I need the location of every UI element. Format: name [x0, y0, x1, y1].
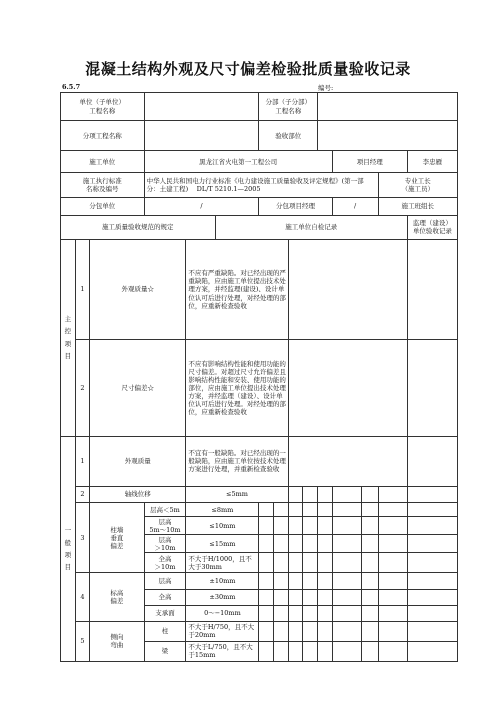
general-item-no: 2 [75, 487, 90, 503]
supervisor-cell[interactable] [407, 589, 457, 605]
foreman-label: 专业工长 （施工员） [378, 173, 457, 197]
measure-cell[interactable] [378, 487, 407, 503]
condition-cell: 梁 [144, 641, 186, 661]
condition-cell: 层高 5m～10m [144, 517, 186, 535]
measure-cell[interactable] [259, 573, 274, 589]
condition-cell: 层高＜5m [144, 503, 186, 517]
measure-cell[interactable] [274, 573, 289, 589]
main-item-no: 2 [75, 340, 90, 437]
condition-cell: 柱 [144, 621, 186, 641]
measure-cell[interactable] [317, 517, 332, 535]
project-manager-label: 项目经理 [332, 151, 407, 173]
measure-cell[interactable] [361, 605, 378, 621]
tolerance-value: 不大于L/750，且不大于15mm [186, 641, 259, 661]
measure-cell[interactable] [361, 553, 378, 573]
measure-cell[interactable] [317, 589, 332, 605]
measure-cell[interactable] [317, 487, 332, 503]
measure-cell[interactable] [288, 517, 303, 535]
measure-cell[interactable] [332, 641, 361, 661]
measure-cell[interactable] [361, 621, 378, 641]
spec-column-header: 施工质量验收规范的规定 [61, 215, 216, 239]
subunit-name-label: 分部（子分部） 工程名称 [259, 93, 318, 121]
measure-cell[interactable] [303, 589, 318, 605]
measure-cell[interactable] [378, 553, 407, 573]
tolerance-value: ≤15mm [186, 535, 259, 553]
condition-cell: 支承面 [144, 605, 186, 621]
tolerance-value: ≤8mm [186, 503, 259, 517]
self-check-cell[interactable] [288, 436, 407, 486]
supervisor-cell[interactable] [407, 553, 457, 573]
measure-cell[interactable] [378, 589, 407, 605]
standard-label: 施工执行标准 名称及编号 [61, 173, 145, 197]
measure-cell[interactable] [274, 535, 289, 553]
supervisor-cell[interactable] [407, 517, 457, 535]
accept-part-label: 验收部位 [259, 121, 318, 151]
measure-cell[interactable] [332, 503, 361, 517]
measure-cell[interactable] [361, 487, 378, 503]
tolerance-value: 不大于H/1000，且不大于30mm [186, 553, 259, 573]
acceptance-record-table [60, 92, 458, 662]
measure-cell[interactable] [288, 487, 303, 503]
sub-pm-value: / [332, 197, 378, 215]
unit-name-label: 单位（子单位） 工程名称 [61, 93, 145, 121]
main-control-group-label: 主 控 项 目 [61, 239, 76, 436]
condition-cell: 层高 ＞10m [144, 535, 186, 553]
measure-cell[interactable] [288, 641, 303, 661]
measure-cell[interactable] [332, 589, 361, 605]
main-item-name: 外观质量☆ [90, 239, 186, 340]
measure-cell[interactable] [274, 503, 289, 517]
main-item-no: 1 [75, 239, 90, 340]
measure-cell[interactable] [274, 641, 289, 661]
measure-cell[interactable] [378, 503, 407, 517]
measure-cell[interactable] [303, 621, 318, 641]
number-label: 编号: [318, 84, 334, 92]
unit-name-value[interactable] [144, 93, 259, 121]
general-group-label: 一 般 项 目 [61, 436, 76, 661]
supervisor-cell[interactable] [407, 573, 457, 589]
measure-cell[interactable] [303, 573, 318, 589]
subitem-name-label: 分项工程名称 [61, 121, 145, 151]
measure-cell[interactable] [259, 641, 274, 661]
measure-cell[interactable] [288, 553, 303, 573]
measure-cell[interactable] [317, 535, 332, 553]
measure-cell[interactable] [303, 503, 318, 517]
condition-cell: 层高 [144, 573, 186, 589]
tolerance-value: 0～−10mm [186, 605, 259, 621]
constructor-value: 黑龙江省火电第一工程公司 [144, 151, 332, 173]
condition-cell: 全高 [144, 589, 186, 605]
measure-cell[interactable] [332, 605, 361, 621]
measure-cell[interactable] [378, 535, 407, 553]
supervisor-cell[interactable] [407, 503, 457, 517]
general-item-no: 5 [75, 621, 90, 661]
measure-cell[interactable] [259, 589, 274, 605]
measure-cell[interactable] [303, 487, 318, 503]
measure-cell[interactable] [317, 573, 332, 589]
measure-cell[interactable] [303, 535, 318, 553]
measure-cell[interactable] [288, 589, 303, 605]
constructor-label: 施工单位 [61, 151, 145, 173]
supervisor-cell[interactable] [407, 239, 457, 340]
measure-cell[interactable] [303, 605, 318, 621]
accept-part-value[interactable] [317, 121, 457, 151]
main-item-name: 尺寸偏差☆ [90, 340, 186, 437]
subcontractor-value: / [144, 197, 259, 215]
measure-cell[interactable] [274, 517, 289, 535]
general-item-name: 标高 偏差 [90, 573, 144, 621]
measure-cell[interactable] [274, 621, 289, 641]
measure-cell[interactable] [288, 503, 303, 517]
form-code: 6.5.7 [62, 83, 81, 91]
general-item-no: 4 [75, 573, 90, 621]
measure-cell[interactable] [361, 641, 378, 661]
tolerance-value: ≤5mm [186, 487, 288, 503]
measure-cell[interactable] [317, 503, 332, 517]
self-check-cell[interactable] [288, 340, 407, 437]
measure-cell[interactable] [378, 605, 407, 621]
tolerance-value: ±30mm [186, 589, 259, 605]
measure-cell[interactable] [378, 573, 407, 589]
measure-cell[interactable] [361, 503, 378, 517]
measure-cell[interactable] [259, 605, 274, 621]
supervisor-cell[interactable] [407, 621, 457, 641]
measure-cell[interactable] [303, 517, 318, 535]
main-item-desc: 不应有严重缺陷。对已经出现的严重缺陷，应由施工单位提出技术处理方案，并经监理(建设)、设计单位认可后进行处理，对经处理的部位，应重新检查验收 [186, 239, 288, 340]
tolerance-value: ±10mm [186, 573, 259, 589]
measure-cell[interactable] [361, 535, 378, 553]
measure-cell[interactable] [288, 605, 303, 621]
supervisor-cell[interactable] [407, 436, 457, 486]
supervisor-cell[interactable] [407, 605, 457, 621]
condition-cell: 全高 ＞10m [144, 553, 186, 573]
measure-cell[interactable] [259, 517, 274, 535]
measure-cell[interactable] [303, 641, 318, 661]
measure-cell[interactable] [332, 553, 361, 573]
measure-cell[interactable] [259, 621, 274, 641]
team-leader-label: 施工班组长 [378, 197, 457, 215]
general-item-no: 1 [75, 436, 90, 486]
measure-cell[interactable] [378, 517, 407, 535]
general-item-desc: 不宜有一般缺陷。对已经出现的一般缺陷，应由施工单位按技术处理方案进行处理，并重新检查验收 [186, 436, 288, 486]
measure-cell[interactable] [317, 553, 332, 573]
subunit-name-value[interactable] [317, 93, 457, 121]
sub-pm-label: 分包项目经理 [259, 197, 332, 215]
measure-cell[interactable] [317, 605, 332, 621]
measure-cell[interactable] [274, 605, 289, 621]
measure-cell[interactable] [317, 621, 332, 641]
general-item-name: 柱墙 垂直 偏差 [90, 503, 144, 573]
self-check-column-header: 施工单位自检记录 [215, 215, 407, 239]
measure-cell[interactable] [288, 621, 303, 641]
standard-value: 中华人民共和国电力行业标准《电力建设施工质量验收及评定规程》(第一部分：土建工程) DL/T 5210.1—2005 [144, 173, 378, 197]
measure-cell[interactable] [361, 573, 378, 589]
measure-cell[interactable] [259, 553, 274, 573]
self-check-cell[interactable] [288, 239, 407, 340]
measure-cell[interactable] [332, 517, 361, 535]
general-item-name: 外观质量 [90, 436, 186, 486]
supervisor-cell[interactable] [407, 487, 457, 503]
measure-cell[interactable] [332, 535, 361, 553]
measure-cell[interactable] [288, 573, 303, 589]
tolerance-value: ≤10mm [186, 517, 259, 535]
page-title: 混凝土结构外观及尺寸偏差检验批质量验收记录 [85, 60, 411, 78]
measure-cell[interactable] [274, 553, 289, 573]
measure-cell[interactable] [361, 517, 378, 535]
general-item-name: 侧向 弯曲 [90, 621, 144, 661]
measure-cell[interactable] [274, 589, 289, 605]
measure-cell[interactable] [288, 535, 303, 553]
general-item-no: 3 [75, 503, 90, 573]
tolerance-value: 不大于H/750，且不大于20mm [186, 621, 259, 641]
project-manager-value: 李忠雁 [407, 151, 457, 173]
main-item-desc: 不应有影响结构性能和使用功能的尺寸偏差。对超过尺寸允许偏差且影响结构性能和安装、使用功能的部位，应由施工单位提出技术处理方案，并经监理（建设）、设计单位认可后进行处理。对经处理的部位，应重新检查验收 [186, 340, 288, 437]
supervisor-cell[interactable] [407, 535, 457, 553]
supervisor-cell[interactable] [407, 340, 457, 437]
measure-cell[interactable] [303, 553, 318, 573]
measure-cell[interactable] [259, 503, 274, 517]
general-item-name: 轴线位移 [90, 487, 186, 503]
measure-cell[interactable] [361, 589, 378, 605]
measure-cell[interactable] [332, 573, 361, 589]
measure-cell[interactable] [332, 487, 361, 503]
subitem-name-value[interactable] [144, 121, 259, 151]
supervisor-column-header: 监理（建设） 单位验收记录 [407, 215, 457, 239]
measure-cell[interactable] [378, 621, 407, 641]
measure-cell[interactable] [317, 641, 332, 661]
measure-cell[interactable] [378, 641, 407, 661]
measure-cell[interactable] [332, 621, 361, 641]
supervisor-cell[interactable] [407, 641, 457, 661]
subcontractor-label: 分包单位 [61, 197, 145, 215]
measure-cell[interactable] [259, 535, 274, 553]
